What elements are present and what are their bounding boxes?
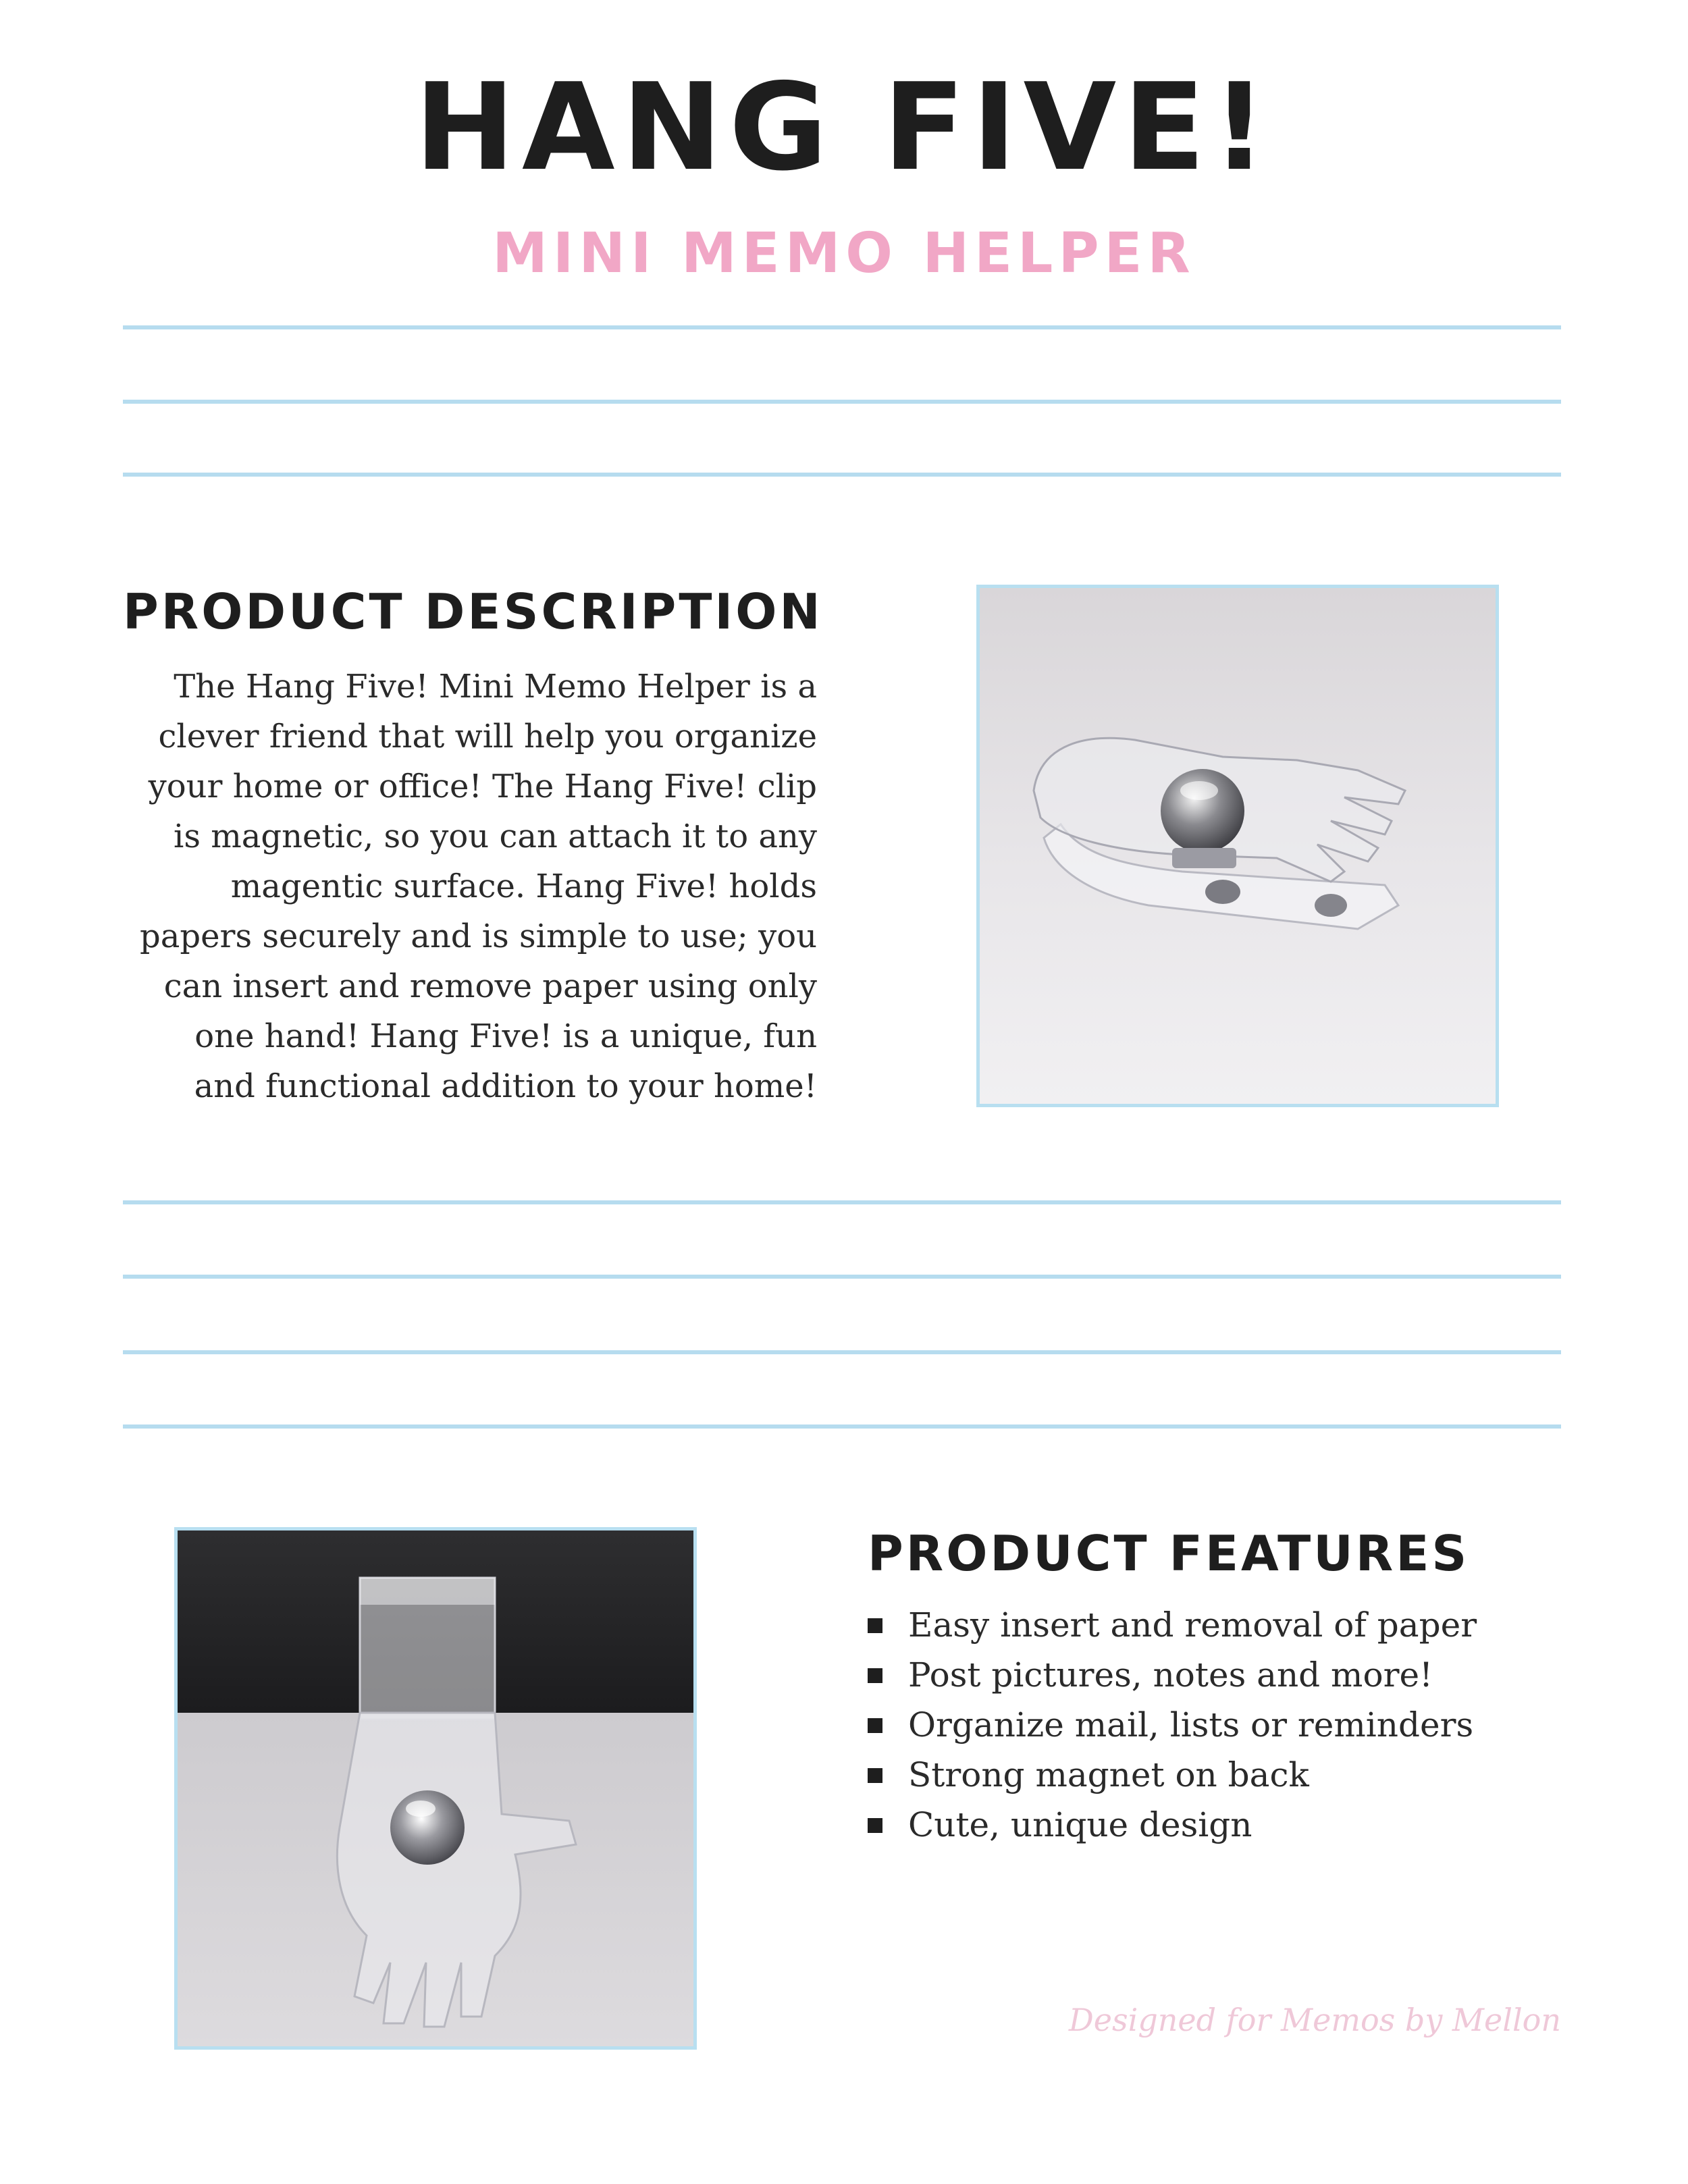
description-line: The Hang Five! Mini Memo Helper is a (174, 668, 817, 705)
description-line: one hand! Hang Five! is a unique, fun (194, 1017, 817, 1055)
description-line: magentic surface. Hang Five! holds (230, 868, 817, 905)
designer-credit: Designed for Memos by Mellon (1068, 2002, 1561, 2038)
clip-front-illustration (178, 1530, 693, 2046)
square-bullet-icon (868, 1718, 882, 1733)
features-heading: PRODUCT FEATURES (868, 1525, 1470, 1582)
square-bullet-icon (868, 1768, 882, 1783)
feature-text: Cute, unique design (908, 1805, 1252, 1844)
square-bullet-icon (868, 1668, 882, 1683)
feature-text: Easy insert and removal of paper (908, 1605, 1477, 1645)
divider-line (123, 400, 1561, 404)
feature-text: Post pictures, notes and more! (908, 1655, 1433, 1695)
product-photo-side (976, 585, 1499, 1107)
description-line: your home or office! The Hang Five! clip (148, 768, 817, 805)
page-title: HANG FIVE! (414, 57, 1274, 197)
square-bullet-icon (868, 1618, 882, 1633)
description-line: papers securely and is simple to use; you (140, 917, 817, 955)
divider-line (123, 1200, 1561, 1204)
divider-line (123, 1275, 1561, 1279)
description-line: can insert and remove paper using only (163, 967, 817, 1005)
description-text (128, 662, 817, 1111)
product-photo-front (174, 1527, 697, 2050)
description-line: is magnetic, so you can attach it to any (174, 818, 817, 855)
feature-text: Organize mail, lists or reminders (908, 1705, 1474, 1744)
description-line: and functional addition to your home! (194, 1067, 817, 1105)
divider-line (123, 473, 1561, 477)
divider-line (123, 1350, 1561, 1354)
feature-text: Strong magnet on back (908, 1755, 1309, 1794)
page-subtitle: MINI MEMO HELPER (492, 221, 1196, 286)
divider-line (123, 1424, 1561, 1429)
description-heading: PRODUCT DESCRIPTION (123, 583, 823, 640)
list-item (868, 1600, 1477, 1650)
list-item (868, 1750, 1477, 1800)
description-line: clever friend that will help you organize (158, 718, 817, 755)
list-item (868, 1650, 1477, 1700)
list-item (868, 1700, 1477, 1750)
square-bullet-icon (868, 1818, 882, 1833)
divider-line (123, 325, 1561, 329)
clip-side-illustration (980, 588, 1496, 1104)
features-list (868, 1600, 1477, 1850)
list-item (868, 1800, 1477, 1850)
